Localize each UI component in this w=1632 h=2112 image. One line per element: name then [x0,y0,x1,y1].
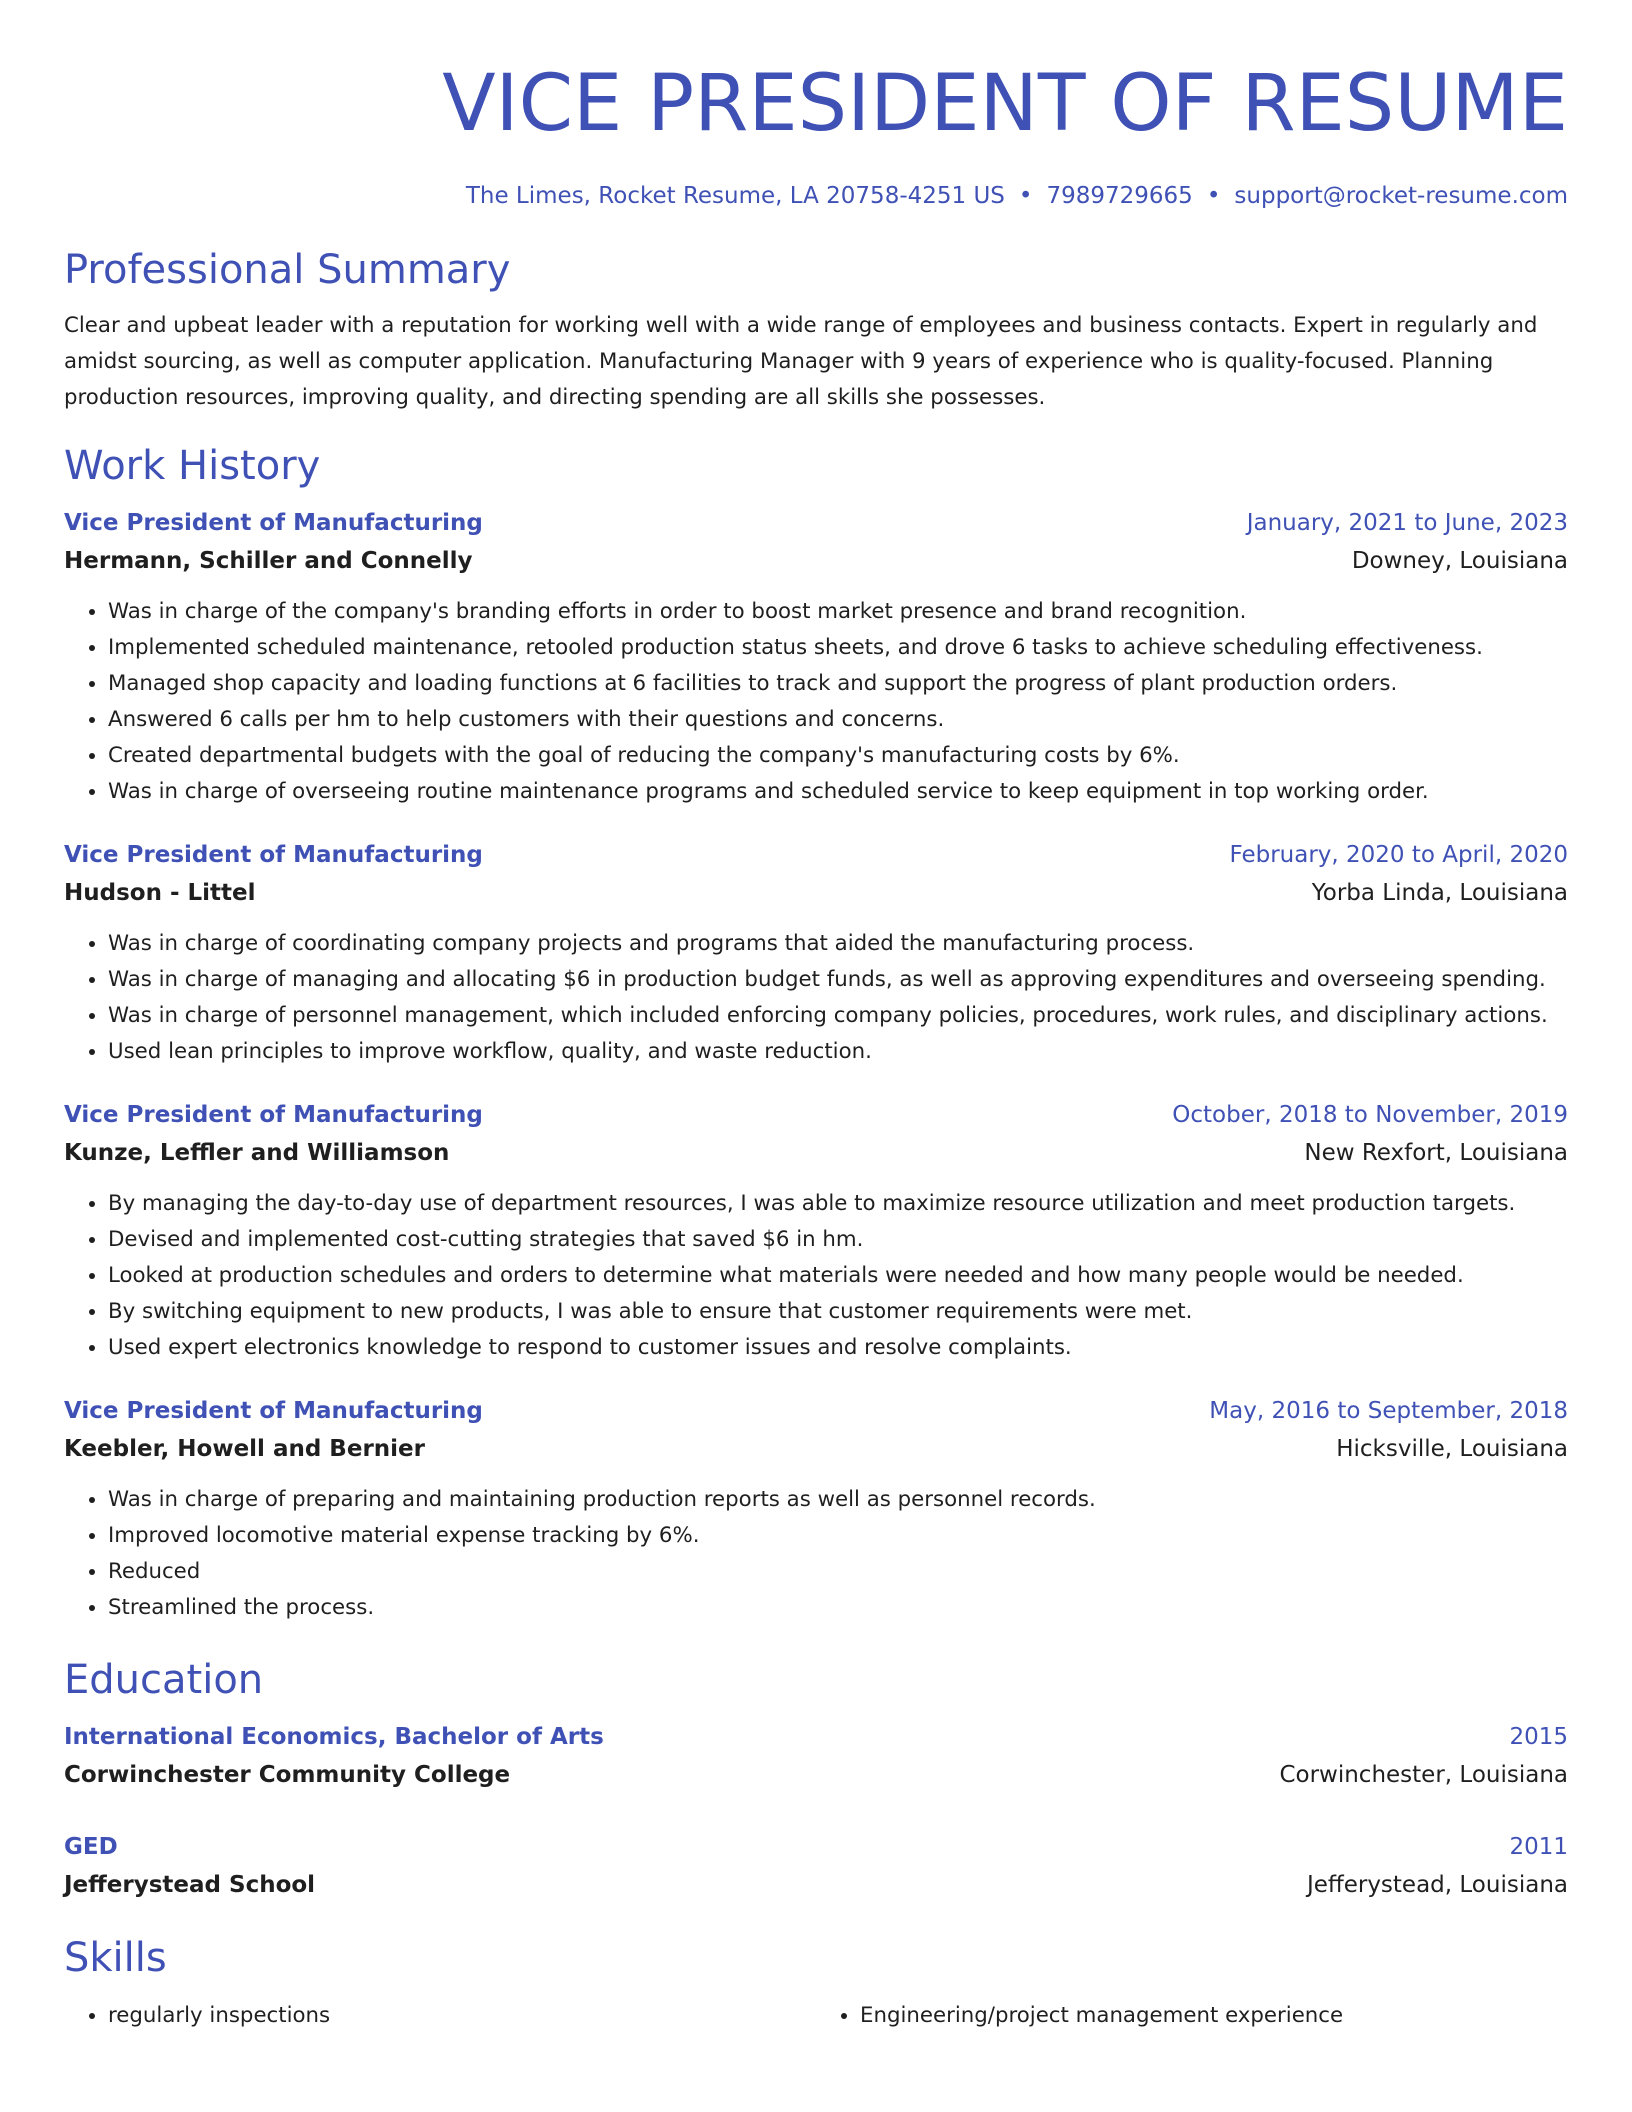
contact-separator: • [1018,183,1033,209]
job-bullet: • Managed shop capacity and loading functions at 6 facilities to track and support the progress of plant production orders. [108,666,1568,702]
contact-separator: • [1206,183,1221,209]
job-role: Vice President of Manufacturing [64,1398,483,1424]
skill-item: • Engineering/project management experience [860,1998,1568,2034]
contact-email: support@rocket-resume.com [1234,183,1568,209]
job-role: Vice President of Manufacturing [64,510,483,536]
job-bullets [64,1186,1568,1366]
job-bullet: • Was in charge of managing and allocating $6 in production budget funds, as well as approving expenditures and overseeing spending. [108,962,1568,998]
job-company: Kunze, Leffler and Williamson [64,1140,450,1166]
job-entry [64,836,1568,1070]
job-bullet: • Devised and implemented cost-cutting strategies that saved $6 in hm. [108,1222,1568,1258]
education-entry [64,1718,1568,1794]
summary-text: Clear and upbeat leader with a reputation for working well with a wide range of employees and business contacts. Expert in regularly and amidst sourcing, as well as computer application. Manufacturing Manager with 9 years of experience who is quality-focused. Planning production resources, improving quality, and directing spending are all skills she possesses. [64,313,1538,410]
job-company-row [64,874,1568,912]
job-location: Yorba Linda, Louisiana [1311,880,1568,906]
job-bullet: • Was in charge of personnel management, which included enforcing company policies, procedures, work rules, and disciplinary actions. [108,998,1568,1034]
job-role: Vice President of Manufacturing [64,842,483,868]
job-dates: January, 2021 to June, 2023 [1246,510,1568,536]
job-bullets [64,594,1568,810]
summary-section [64,244,1568,416]
job-bullet: • Created departmental budgets with the goal of reducing the company's manufacturing costs by 6%. [108,738,1568,774]
job-header-row [64,836,1568,874]
education-school: Jefferystead School [64,1872,316,1898]
job-role: Vice President of Manufacturing [64,1102,483,1128]
job-company-row [64,542,1568,580]
section-title-skills: Skills [64,1935,167,1981]
education-header-row [64,1828,1568,1866]
job-bullet: • Reduced [108,1554,1568,1590]
job-header-row [64,504,1568,542]
education-school-row [64,1866,1568,1904]
job-dates: October, 2018 to November, 2019 [1172,1102,1568,1128]
job-bullets [64,926,1568,1070]
job-company-row [64,1134,1568,1172]
education-degree: International Economics, Bachelor of Arts [64,1724,604,1750]
work-history-section [64,440,1568,1626]
job-bullet: • Used lean principles to improve workflow, quality, and waste reduction. [108,1034,1568,1070]
job-bullet: • Streamlined the process. [108,1590,1568,1626]
job-entry [64,1392,1568,1626]
job-bullet: • Improved locomotive material expense tracking by 6%. [108,1518,1568,1554]
section-title-work-history: Work History [64,443,321,489]
contact-address: The Limes, Rocket Resume, LA 20758-4251 US [465,183,1005,209]
section-title-education: Education [64,1657,264,1703]
job-location: Downey, Louisiana [1351,548,1568,574]
education-section [64,1654,1568,1904]
job-company: Hermann, Schiller and Connelly [64,548,473,574]
job-company: Hudson - Littel [64,880,256,906]
education-school-row [64,1756,1568,1794]
job-header-row [64,1096,1568,1134]
education-school: Corwinchester Community College [64,1762,511,1788]
job-company-row [64,1430,1568,1468]
job-dates: May, 2016 to September, 2018 [1209,1398,1568,1424]
candidate-name: VICE PRESIDENT OF RESUME [442,59,1568,149]
education-header-row [64,1718,1568,1756]
job-bullets [64,1482,1568,1626]
skills-column-right [816,1998,1568,2034]
job-company: Keebler, Howell and Bernier [64,1436,425,1462]
education-year: 2015 [1509,1724,1568,1750]
job-bullet: • Answered 6 calls per hm to help customers with their questions and concerns. [108,702,1568,738]
job-bullet: • Was in charge of overseeing routine maintenance programs and scheduled service to keep equipment in top working order. [108,774,1568,810]
job-bullet: • Was in charge of coordinating company projects and programs that aided the manufacturing process. [108,926,1568,962]
education-location: Corwinchester, Louisiana [1279,1762,1568,1788]
resume-header [64,52,1568,212]
education-year: 2011 [1509,1834,1568,1860]
job-bullet: • Used expert electronics knowledge to respond to customer issues and resolve complaints. [108,1330,1568,1366]
job-location: New Rexfort, Louisiana [1304,1140,1568,1166]
education-location: Jefferystead, Louisiana [1306,1872,1568,1898]
job-entry [64,1096,1568,1366]
job-header-row [64,1392,1568,1430]
section-title-summary: Professional Summary [64,247,511,293]
skills-column-left [64,1998,816,2034]
job-bullet: • Implemented scheduled maintenance, retooled production status sheets, and drove 6 tasks to achieve scheduling effectiveness. [108,630,1568,666]
skills-section [64,1932,1568,2034]
education-entry [64,1828,1568,1904]
job-bullet: • By managing the day-to-day use of department resources, I was able to maximize resource utilization and meet production targets. [108,1186,1568,1222]
skills-grid [64,1998,1568,2034]
job-bullet: • Was in charge of the company's branding efforts in order to boost market presence and brand recognition. [108,594,1568,630]
job-bullet: • By switching equipment to new products, I was able to ensure that customer requirements were met. [108,1294,1568,1330]
job-bullet: • Looked at production schedules and orders to determine what materials were needed and how many people would be needed. [108,1258,1568,1294]
education-degree: GED [64,1834,118,1860]
contact-phone: 7989729665 [1046,183,1193,209]
job-bullet: • Was in charge of preparing and maintaining production reports as well as personnel records. [108,1482,1568,1518]
contact-line [64,180,1568,212]
skill-item: • regularly inspections [108,1998,816,2034]
job-entry [64,504,1568,810]
job-location: Hicksville, Louisiana [1336,1436,1568,1462]
job-dates: February, 2020 to April, 2020 [1229,842,1568,868]
